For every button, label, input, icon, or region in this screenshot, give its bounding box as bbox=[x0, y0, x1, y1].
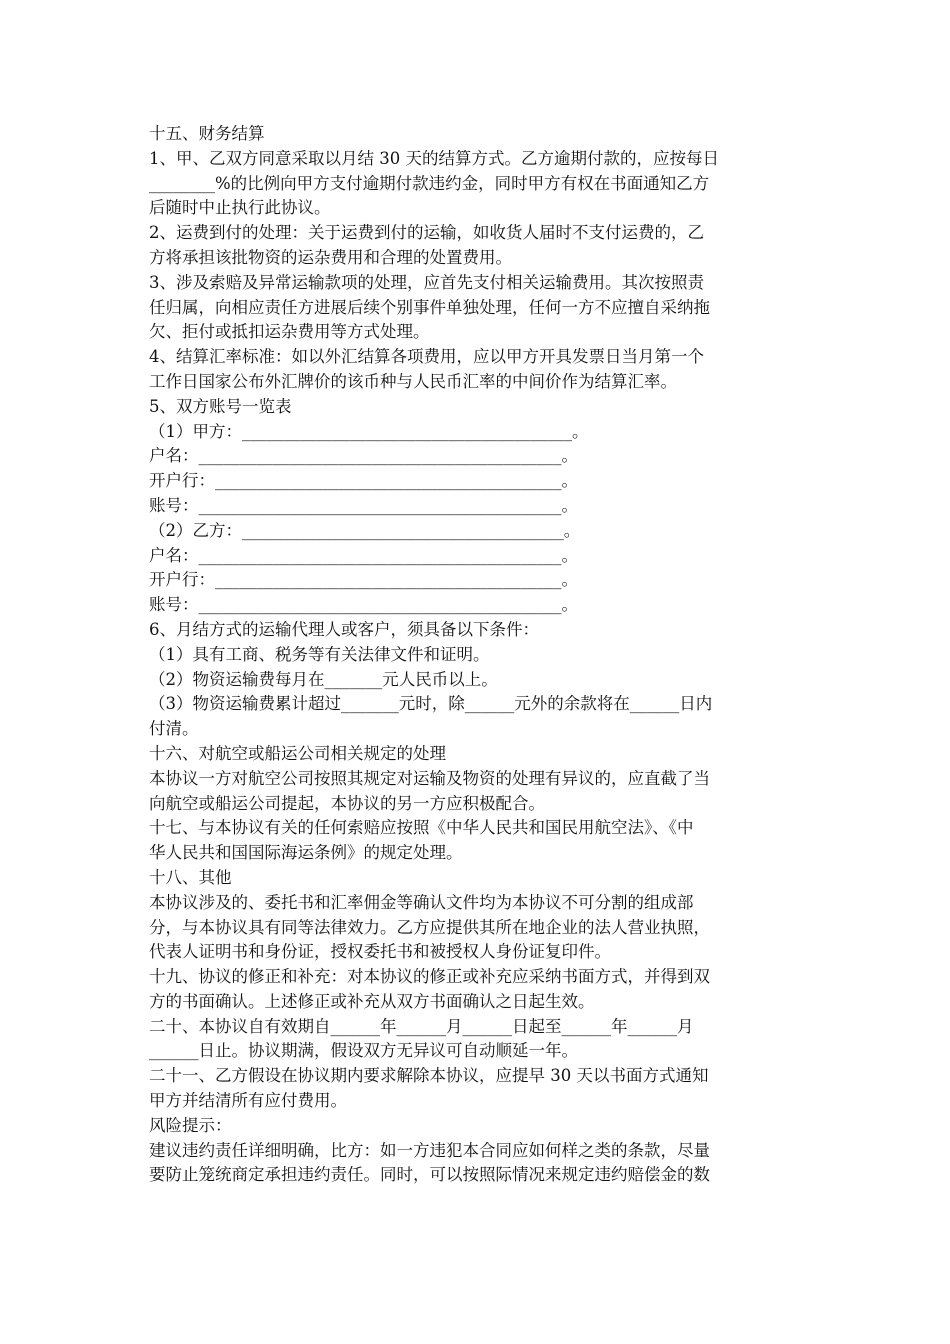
text-line: 十八、其他 bbox=[149, 867, 232, 887]
text-line: （1）甲方：________________________________________。 bbox=[149, 421, 589, 441]
text-line: （3）物资运输费累计超过_______元时，除______元外的余款将在______日内 bbox=[149, 694, 713, 714]
text-line: 本协议一方对航空公司按照其规定对运输及物资的处理有异议的，应直截了当 bbox=[149, 768, 710, 788]
text-line: ______日止。协议期满，假设双方无异议可自动顺延一年。 bbox=[149, 1041, 578, 1061]
text-line: 户名：____________________________________________。 bbox=[149, 446, 578, 466]
text-line: （2）物资运输费每月在_______元人民币以上。 bbox=[149, 669, 498, 689]
text-line: （1）具有工商、税务等有关法律文件和证明。 bbox=[149, 644, 490, 664]
text-line: 开户行：__________________________________________。 bbox=[149, 570, 578, 590]
text-line: 二十、本协议自有效期自______年______月______日起至______年______月 bbox=[149, 1016, 694, 1036]
text-line: 分，与本协议具有同等法律效力。乙方应提供其所在地企业的法人营业执照， bbox=[149, 917, 710, 937]
text-line: 4、结算汇率标准：如以外汇结算各项费用，应以甲方开具发票日当月第一个 bbox=[149, 347, 704, 367]
text-line: 欠、拒付或抵扣运杂费用等方式处理。 bbox=[149, 322, 430, 342]
text-line: ________%的比例向甲方支付逾期付款违约金，同时甲方有权在书面通知乙方 bbox=[149, 173, 710, 193]
text-line: 付清。 bbox=[149, 719, 199, 739]
text-line: 后随时中止执行此协议。 bbox=[149, 198, 331, 218]
text-line: 要防止笼统商定承担违约责任。同时，可以按照际情况来规定违约赔偿金的数 bbox=[149, 1165, 710, 1185]
text-line: 十五、财务结算 bbox=[149, 124, 265, 143]
text-line: 甲方并结清所有应付费用。 bbox=[149, 1091, 347, 1111]
text-line: 十六、对航空或船运公司相关规定的处理 bbox=[149, 743, 446, 763]
text-line: 账号：____________________________________________。 bbox=[149, 495, 578, 515]
text-line: 3、涉及索赔及异常运输款项的处理，应首先支付相关运输费用。其次按照责 bbox=[149, 272, 704, 292]
text-line: 5、双方账号一览表 bbox=[149, 396, 292, 416]
text-line: 户名：____________________________________________。 bbox=[149, 545, 578, 565]
text-line: 二十一、乙方假设在协议期内要求解除本协议，应提早 30 天以书面方式通知 bbox=[149, 1066, 709, 1086]
text-line: 华人民共和国国际海运条例》的规定处理。 bbox=[149, 843, 463, 863]
text-line: 本协议涉及的、委托书和汇率佣金等确认文件均为本协议不可分割的组成部 bbox=[149, 892, 694, 912]
text-line: 建议违约责任详细明确，比方：如一方违犯本合同应如何样之类的条款，尽量 bbox=[149, 1140, 710, 1160]
text-line: （2）乙方：_______________________________________。 bbox=[149, 520, 581, 540]
text-line: 2、运费到付的处理：关于运费到付的运输，如收货人届时不支付运费的，乙 bbox=[149, 223, 704, 243]
text-line: 方将承担该批物资的运杂费用和合理的处置费用。 bbox=[149, 247, 512, 267]
text-line: 开户行：__________________________________________。 bbox=[149, 471, 578, 491]
document-body bbox=[149, 122, 804, 1188]
text-line: 账号：____________________________________________。 bbox=[149, 595, 578, 615]
text-line: 十九、协议的修正和补充：对本协议的修正或补充应采纳书面方式，并得到双 bbox=[149, 967, 710, 987]
text-line: 向航空或船运公司提起，本协议的另一方应积极配合。 bbox=[149, 793, 545, 813]
text-line: 方的书面确认。上述修正或补充从双方书面确认之日起生效。 bbox=[149, 991, 595, 1011]
text-line: 任归属，向相应责任方进展后续个别事件单独处理，任何一方不应擅自采纳拖 bbox=[149, 297, 710, 317]
text-line: 十七、与本协议有关的任何索赔应按照《中华人民共和国民用航空法》、《中 bbox=[149, 818, 694, 838]
text-line: 6、月结方式的运输代理人或客户，须具备以下条件： bbox=[149, 619, 539, 639]
text-line: 风险提示： bbox=[149, 1115, 232, 1135]
text-line: 工作日国家公布外汇牌价的该币种与人民币汇率的中间价作为结算汇率。 bbox=[149, 371, 677, 391]
text-line: 代表人证明书和身份证，授权委托书和被授权人身份证复印件。 bbox=[149, 942, 611, 962]
text-line: 1、甲、乙双方同意采取以月结 30 天的结算方式。乙方逾期付款的，应按每日 bbox=[149, 148, 719, 168]
